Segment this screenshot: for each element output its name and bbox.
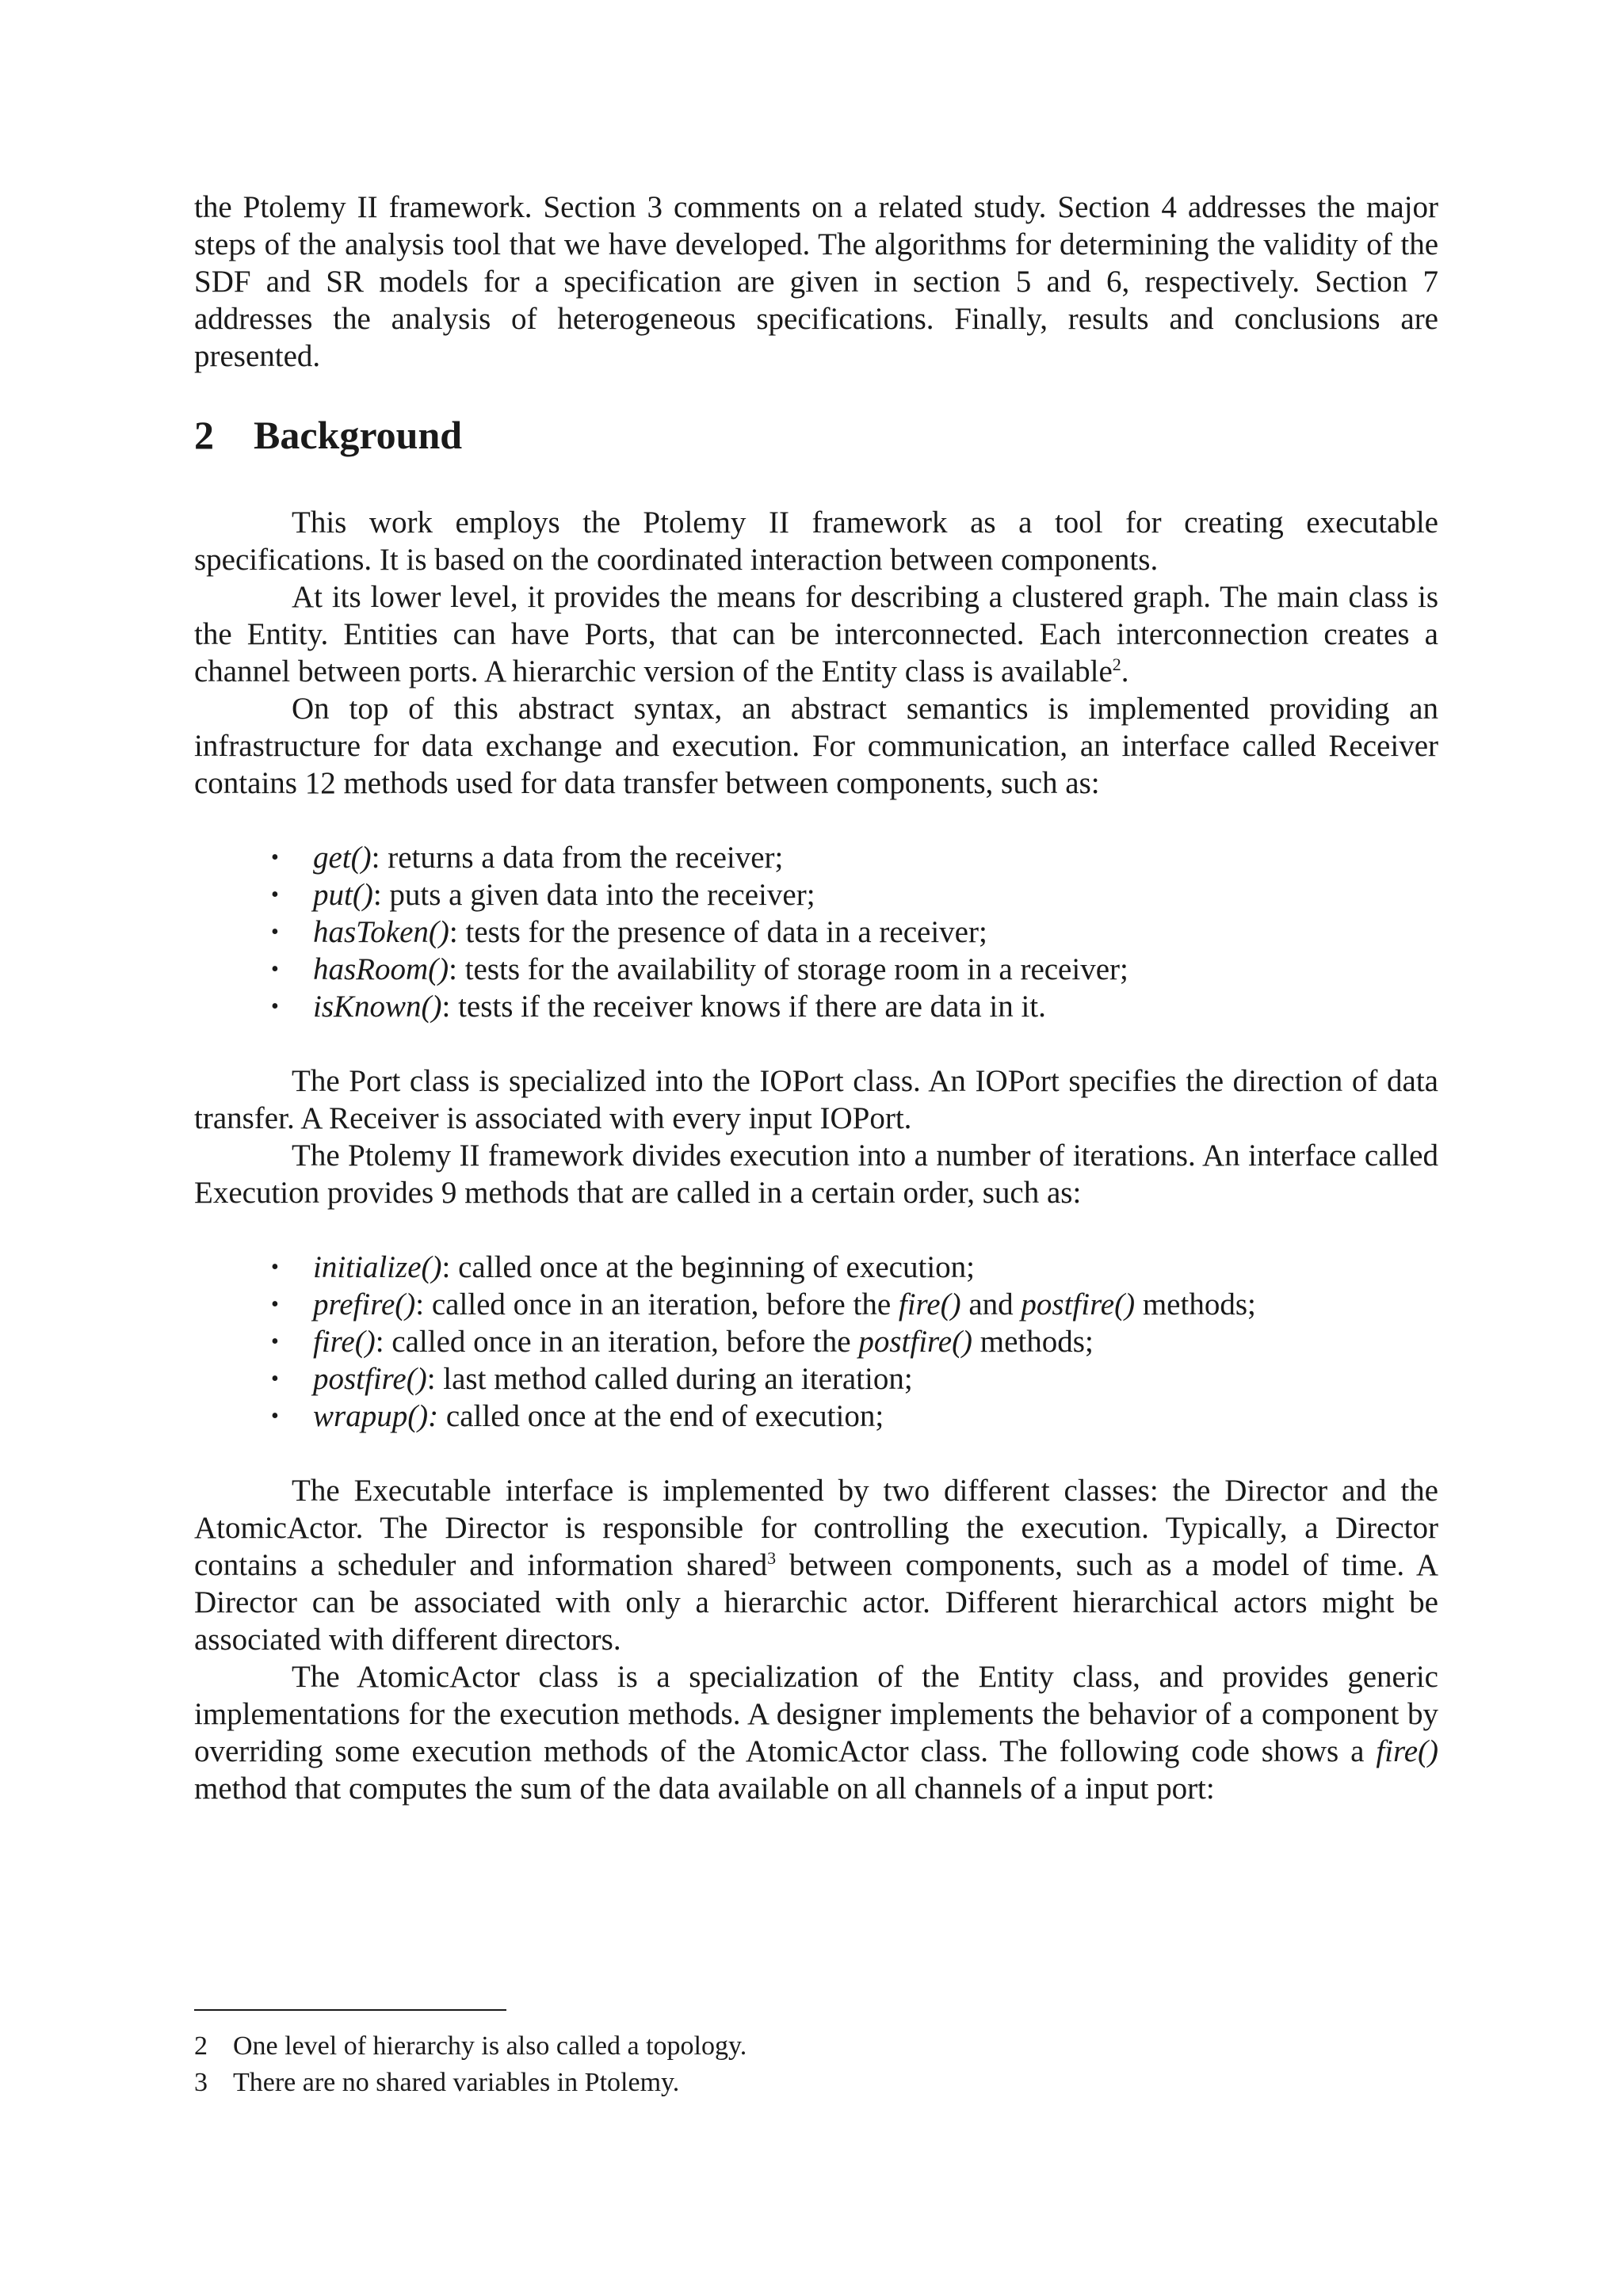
method-description: methods;: [972, 1325, 1094, 1359]
footnote-text: There are no shared variables in Ptolemy.: [233, 2068, 680, 2097]
method-reference: postfire(): [1021, 1287, 1136, 1322]
footnote-text: One level of hierarchy is also called a topology.: [233, 2031, 747, 2061]
method-name: hasRoom(): [313, 952, 449, 986]
paragraph-executable-interface: [194, 1472, 1438, 1658]
list-item: [194, 988, 1438, 1025]
footnotes: [194, 2028, 1438, 2101]
list-item: [194, 1249, 1438, 1286]
method-description: : tests for the availability of storage room in a receiver;: [449, 952, 1128, 986]
method-name: wrapup():: [313, 1399, 439, 1433]
paragraph-executable-text-a: The Executable interface is implemented by two different classes: the Director and the AtomicActor. The Director is responsible for controlling the execution. Typically, a Director contains a scheduler and information shared: [194, 1474, 1438, 1582]
footnote-divider: [194, 2009, 506, 2011]
intro-paragraph: the Ptolemy II framework. Section 3 comments on a related study. Section 4 addresses the major steps of the analysis tool that we have developed. The algorithms for determining the validity of the SDF and SR models for a specification are given in section 5 and 6, respectively. Section 7 addresses the analysis of heterogeneous specifications. Finally, results and conclusions are presented.: [194, 190, 1438, 373]
method-description: : called once in an iteration, before the: [375, 1325, 859, 1359]
method-name: hasToken(): [313, 915, 449, 949]
method-name: isKnown(): [313, 990, 442, 1024]
section-heading: [194, 411, 1438, 459]
method-description: : last method called during an iteration;: [426, 1362, 913, 1396]
method-description: : called once in an iteration, before the: [415, 1287, 899, 1322]
paragraph-ioport: The Port class is specialized into the IOPort class. An IOPort specifies the direction of data transfer. A Receiver is associated with every input IOPort.: [194, 1064, 1438, 1135]
paragraph-executable-text-b: between components, such as a model of time. A Director can be associated with only a hierarchic actor. Different hierarchical actors might be associated with different directors.: [194, 1548, 1439, 1657]
method-description: : tests if the receiver knows if there are data in it.: [441, 990, 1046, 1024]
list-item: [194, 1398, 1438, 1435]
method-name: initialize(): [313, 1250, 442, 1284]
list-item: [194, 1286, 1438, 1323]
execution-methods-list: [194, 1249, 1438, 1435]
paragraph-execution: The Ptolemy II framework divides execution into a number of iterations. An interface called Execution provides 9 methods that are called in a certain order, such as:: [194, 1138, 1438, 1210]
paragraph-atomic-actor: [194, 1658, 1438, 1807]
method-name: put(): [313, 878, 373, 912]
section-title: Background: [254, 413, 463, 457]
method-description: called once at the end of execution;: [438, 1399, 884, 1433]
method-description: : returns a data from the receiver;: [371, 841, 784, 875]
list-item: [194, 951, 1438, 988]
list-item: [194, 839, 1438, 876]
footnote-number: 3: [194, 2068, 208, 2097]
footnote-ref-3: 3: [767, 1548, 777, 1568]
paragraph-clustered-graph-text: At its lower level, it provides the means for describing a clustered graph. The main class is the Entity. Entities can have Ports, that can be interconnected. Each interconnection creates a channel between ports. A hierarchic version of the Entity class is available: [194, 580, 1438, 688]
paragraph-clustered-graph-end: .: [1121, 654, 1129, 688]
method-description: methods;: [1135, 1287, 1256, 1322]
footnote-number: 2: [194, 2031, 208, 2061]
list-item: [194, 1323, 1438, 1360]
paragraph-atomic-actor-text-a: The AtomicActor class is a specialization of the Entity class, and provides generic implementations for the execution methods. A designer implements the behavior of a component by overriding some execution methods of the AtomicActor class. The following code shows a: [194, 1660, 1438, 1768]
method-reference: postfire(): [858, 1325, 973, 1359]
footnote-ref-2: 2: [1112, 654, 1121, 674]
receiver-methods-list: [194, 839, 1438, 1025]
method-description: : tests for the presence of data in a receiver;: [449, 915, 987, 949]
section-number: 2: [194, 413, 214, 457]
method-description: and: [960, 1287, 1022, 1322]
paragraph-clustered-graph: [194, 578, 1438, 690]
method-name: postfire(): [313, 1362, 427, 1396]
method-name: fire(): [313, 1325, 376, 1359]
document-page: [194, 189, 1438, 1807]
method-name: prefire(): [313, 1287, 416, 1322]
footnote: [194, 2065, 1438, 2101]
paragraph-framework-intro: This work employs the Ptolemy II framework as a tool for creating executable specifications. It is based on the coordinated interaction between components.: [194, 505, 1438, 577]
list-item: [194, 1360, 1438, 1398]
paragraph-atomic-actor-text-b: method that computes the sum of the data available on all channels of a input port:: [194, 1772, 1215, 1806]
method-name: get(): [313, 841, 372, 875]
method-description: : called once at the beginning of execution;: [441, 1250, 975, 1284]
list-item: [194, 913, 1438, 951]
method-reference: fire(): [898, 1287, 961, 1322]
paragraph-abstract-semantics: On top of this abstract syntax, an abstract semantics is implemented providing an infrastructure for data exchange and execution. For communication, an interface called Receiver contains 12 methods used for data transfer between components, such as:: [194, 692, 1438, 800]
footnote: [194, 2028, 1438, 2065]
method-description: : puts a given data into the receiver;: [372, 878, 815, 912]
method-reference: fire(): [1376, 1734, 1438, 1768]
list-item: [194, 876, 1438, 913]
